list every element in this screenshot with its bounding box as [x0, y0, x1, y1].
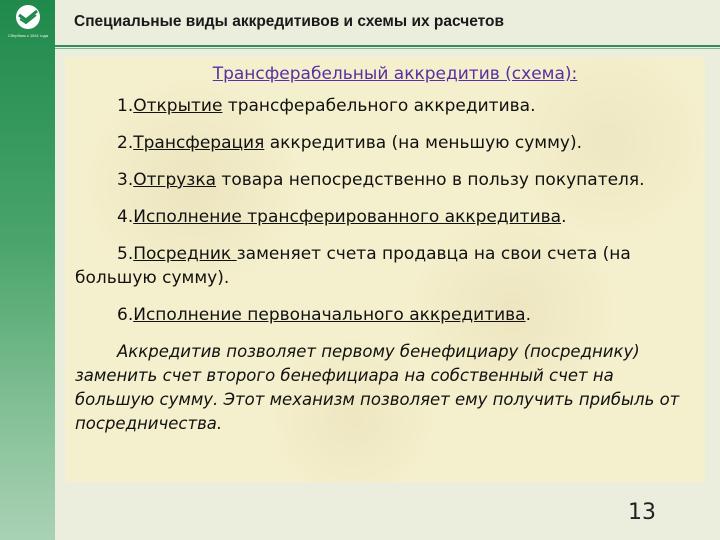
item-text: товара непосредственно в пользу покупателя. — [216, 170, 645, 190]
item-number: 1. — [117, 96, 134, 116]
list-item — [75, 205, 697, 229]
item-text: аккредитива (на меньшую сумму). — [264, 133, 583, 153]
item-number: 6. — [117, 305, 134, 325]
item-link: Отгрузка — [133, 170, 217, 190]
item-text: заменяет счета продавца на свои счета (на большую сумму). — [75, 244, 631, 288]
list-item — [75, 94, 697, 118]
explanatory-note: Аккредитив позволяет первому бенефициару (посреднику) заменить счет второго бенефициара на собственный счет на большую сумму. Этот механизм позволяет ему получить прибыль от посредничества. — [75, 342, 680, 433]
header-divider-thin — [55, 48, 720, 49]
item-link: Исполнение трансферированного аккредитива — [133, 207, 562, 227]
logo-caption: Сбербанк с 1841 года — [7, 33, 49, 38]
item-number: 2. — [117, 133, 134, 153]
section-heading: Трансферабельный аккредитив (схема): — [212, 64, 578, 84]
item-link: Открытие — [133, 96, 223, 116]
slide-body — [75, 62, 697, 436]
header-divider — [55, 45, 720, 47]
item-text: . — [525, 305, 531, 325]
item-link: Трансферация — [133, 133, 265, 153]
slide-title: Специальные виды аккредитивов и схемы их расчетов — [74, 13, 505, 30]
item-text: . — [561, 207, 567, 227]
item-link: Посредник — [133, 244, 237, 264]
item-number: 3. — [117, 170, 134, 190]
item-number: 4. — [117, 207, 134, 227]
item-number: 5. — [117, 244, 134, 264]
list-item — [75, 131, 697, 155]
item-link: Исполнение первоначального аккредитива — [133, 305, 526, 325]
list-item — [75, 242, 697, 290]
list-item — [75, 303, 697, 327]
list-item — [75, 168, 697, 192]
left-sidebar — [0, 0, 55, 540]
item-text: трансферабельного аккредитива. — [222, 96, 536, 116]
page-number: 13 — [628, 500, 656, 525]
